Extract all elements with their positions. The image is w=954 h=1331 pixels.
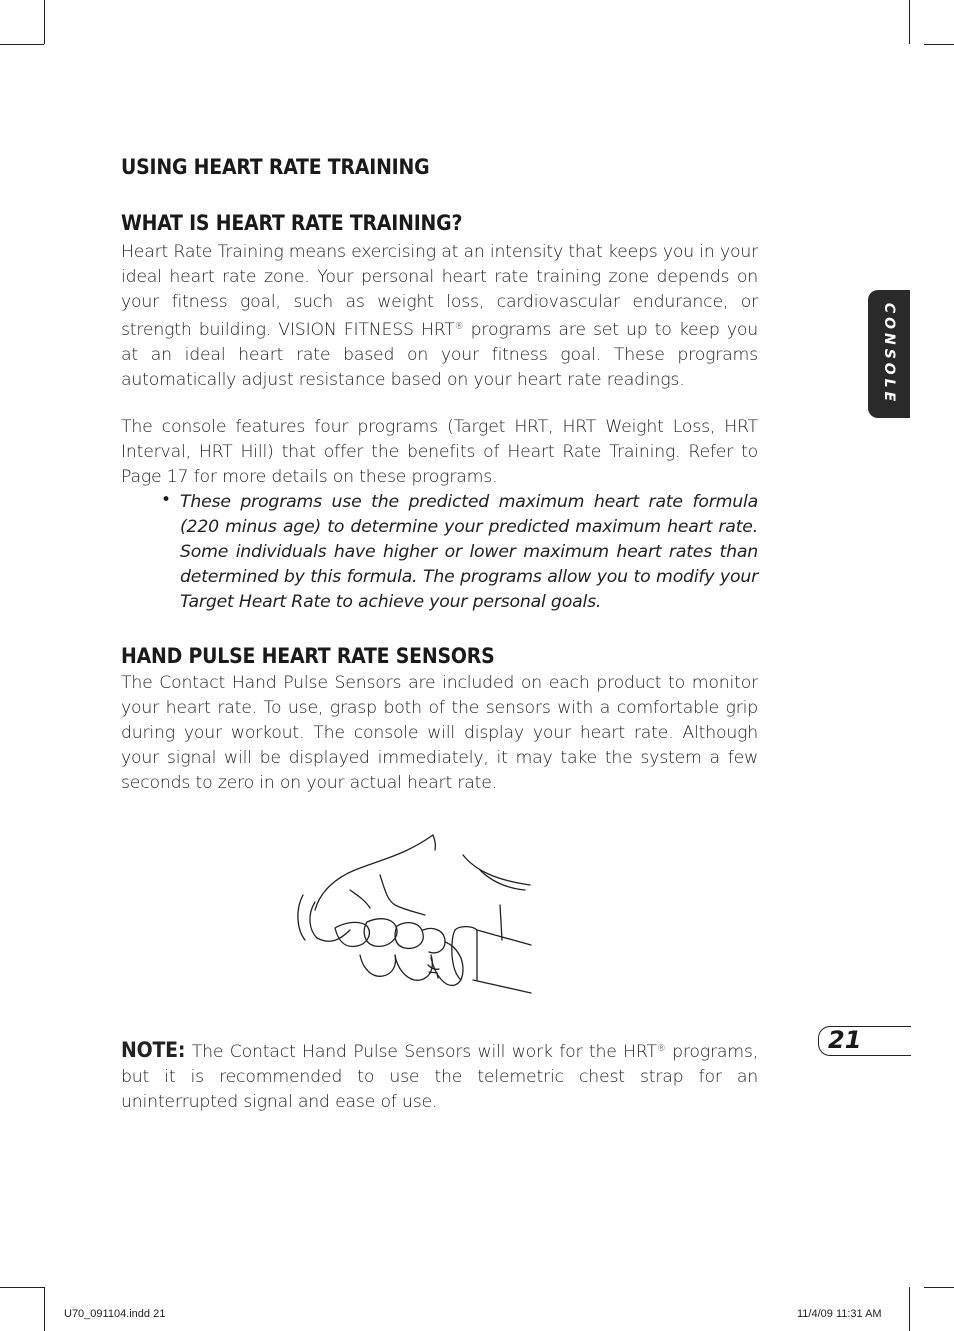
registered-mark: ® <box>454 322 464 332</box>
hand-grip-illustration <box>295 830 535 1000</box>
what-title: WHAT IS HEART RATE TRAINING? <box>121 211 463 235</box>
what-paragraph-2: The console features four programs (Target HRT, HRT Weight Loss, HRT Interval, HRT Hill) that offer the benefits of Heart Rate Training. Refer to Page 17 for more details on these programs. <box>121 417 758 487</box>
bullet-dot: • <box>161 490 172 510</box>
note-text-a: The Contact Hand Pulse Sensors will work for the HRT <box>185 1042 657 1062</box>
main-title: USING HEART RATE TRAINING <box>121 155 430 179</box>
hand-pulse-title: HAND PULSE HEART RATE SENSORS <box>121 644 495 668</box>
note-text-b: programs, but it is recommended to use the telemetric chest strap for an uninterrupted signal and ease of use. <box>121 1042 758 1112</box>
registered-mark: ® <box>656 1044 666 1054</box>
crop-mark <box>924 1287 954 1288</box>
footer-left: U70_091104.indd 21 <box>64 1308 166 1320</box>
page-number: 21 <box>828 1026 862 1054</box>
note-label: NOTE: <box>121 1038 186 1062</box>
bullet-text: These programs use the predicted maximum heart rate formula (220 minus age) to determine your predicted maximum heart rate. Some individuals have higher or lower maximum heart rates than determined by this formula. The programs allow you to modify your Target Heart Rate to achieve your personal goals. <box>180 492 758 612</box>
hand-pulse-paragraph: The Contact Hand Pulse Sensors are included on each product to monitor your heart rate. To use, grasp both of the sensors with a comfortable grip during your workout. The console will display your heart rate. Although your signal will be displayed immediately, it may take the system a few seconds to zero in on your actual heart rate. <box>121 673 758 793</box>
crop-mark <box>0 1287 44 1288</box>
note-paragraph <box>121 1037 758 1115</box>
what-p1-text-b: programs are set up to keep you at an ideal heart rate based on your fitness goal. These programs automatically adjust resistance based on your heart rate readings. <box>121 320 758 390</box>
side-tab-label: CONSOLE <box>881 302 897 406</box>
what-p1-text-a: Heart Rate Training means exercising at an intensity that keeps you in your ideal heart rate zone. Your personal heart rate training zone depends on your fitness goal, such as weight loss, cardiovascular endurance, or strength building. VISION FITNESS HRT <box>121 242 758 340</box>
console-side-tab <box>868 290 910 418</box>
what-paragraph-1 <box>121 240 758 393</box>
crop-mark <box>924 44 954 45</box>
footer-right: 11/4/09 11:31 AM <box>797 1308 882 1320</box>
crop-mark <box>909 1287 910 1331</box>
crop-mark <box>44 1287 45 1331</box>
crop-mark <box>44 0 45 44</box>
crop-mark <box>0 44 44 45</box>
crop-mark <box>909 0 910 44</box>
